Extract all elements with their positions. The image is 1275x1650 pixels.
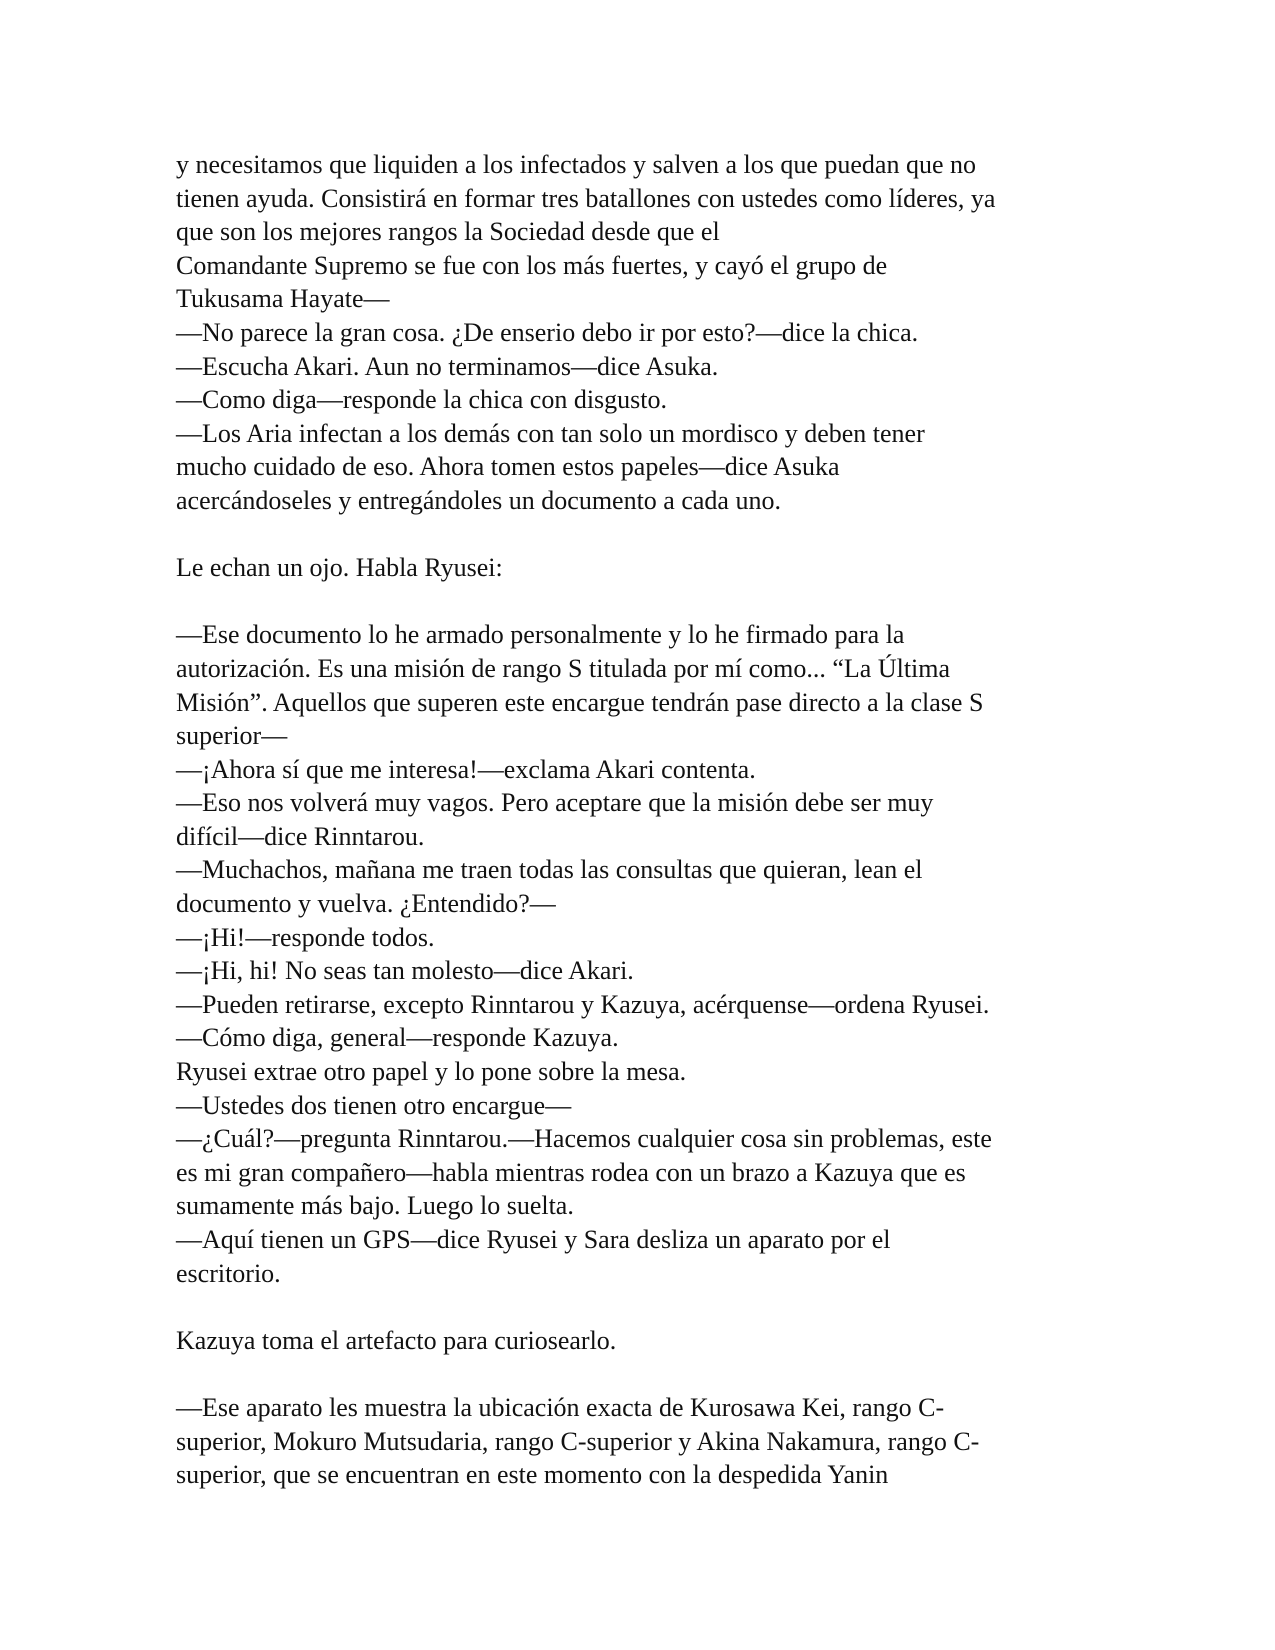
text-line: Comandante Supremo se fue con los más fuertes, y cayó el grupo de [176, 250, 888, 280]
text-line: —Ese documento lo he armado personalmente y lo he firmado para la [176, 620, 905, 650]
text-line: Kazuya toma el artefacto para curiosearlo. [176, 1325, 617, 1355]
text-line: Le echan un ojo. Habla Ryusei: [176, 553, 503, 583]
text-line: —Ese aparato les muestra la ubicación exacta de Kurosawa Kei, rango C- [176, 1392, 945, 1422]
text-line: autorización. Es una misión de rango S titulada por mí como... “La Última [176, 653, 951, 683]
text-line: —Como diga—responde la chica con disgusto. [176, 385, 668, 415]
text-line: —¡Hi, hi! No seas tan molesto—dice Akari. [176, 956, 634, 986]
text-line: —No parece la gran cosa. ¿De enserio debo ir por esto?—dice la chica. [176, 317, 919, 347]
text-line: escritorio. [176, 1258, 281, 1288]
text-line: —Muchachos, mañana me traen todas las consultas que quieran, lean el [176, 855, 923, 885]
text-line: difícil—dice Rinntarou. [176, 821, 425, 851]
paragraph-gap [176, 1357, 1106, 1391]
text-line: que son los mejores rangos la Sociedad desde que el [176, 217, 720, 247]
text-line: Tukusama Hayate— [176, 284, 390, 314]
text-line: mucho cuidado de eso. Ahora tomen estos papeles—dice Asuka [176, 452, 840, 482]
text-line: —Los Aria infectan a los demás con tan solo un mordisco y deben tener [176, 418, 925, 448]
text-line: superior— [176, 721, 288, 751]
text-line: —Eso nos volverá muy vagos. Pero aceptare que la misión debe ser muy [176, 788, 934, 818]
text-line: —¿Cuál?—pregunta Rinntarou.—Hacemos cualquier cosa sin problemas, este [176, 1124, 992, 1154]
text-line: Misión”. Aquellos que superen este encargue tendrán pase directo a la clase S [176, 687, 984, 717]
body-text [176, 148, 1106, 1492]
text-line: acercándoseles y entregándoles un documento a cada uno. [176, 485, 781, 515]
text-line: —¡Hi!—responde todos. [176, 922, 435, 952]
text-line: documento y vuelva. ¿Entendido?— [176, 889, 556, 919]
text-line: —Aquí tienen un GPS—dice Ryusei y Sara desliza un aparato por el [176, 1225, 891, 1254]
text-line: —Escucha Akari. Aun no terminamos—dice Asuka. [176, 351, 719, 381]
paragraph-gap [176, 585, 1106, 619]
paragraph-gap [176, 1290, 1106, 1324]
text-line: sumamente más bajo. Luego lo suelta. [176, 1191, 574, 1221]
text-line: Ryusei extrae otro papel y lo pone sobre la mesa. [176, 1057, 687, 1087]
text-line: superior, que se encuentran en este momento con la despedida Yanin [176, 1460, 889, 1490]
text-line: —¡Ahora sí que me interesa!—exclama Akari contenta. [176, 754, 756, 784]
text-line: —Ustedes dos tienen otro encargue— [176, 1090, 572, 1120]
paragraph-gap [176, 518, 1106, 552]
text-line: y necesitamos que liquiden a los infectados y salven a los que puedan que no [176, 150, 977, 179]
text-line: —Pueden retirarse, excepto Rinntarou y Kazuya, acérquense—ordena Ryusei. [176, 989, 990, 1019]
text-line: superior, Mokuro Mutsudaria, rango C-superior y Akina Nakamura, rango C- [176, 1426, 980, 1456]
text-line: es mi gran compañero—habla mientras rodea con un brazo a Kazuya que es [176, 1157, 966, 1187]
text-line: —Cómo diga, general—responde Kazuya. [176, 1023, 619, 1053]
text-line: tienen ayuda. Consistirá en formar tres batallones con ustedes como líderes, ya [176, 183, 996, 213]
